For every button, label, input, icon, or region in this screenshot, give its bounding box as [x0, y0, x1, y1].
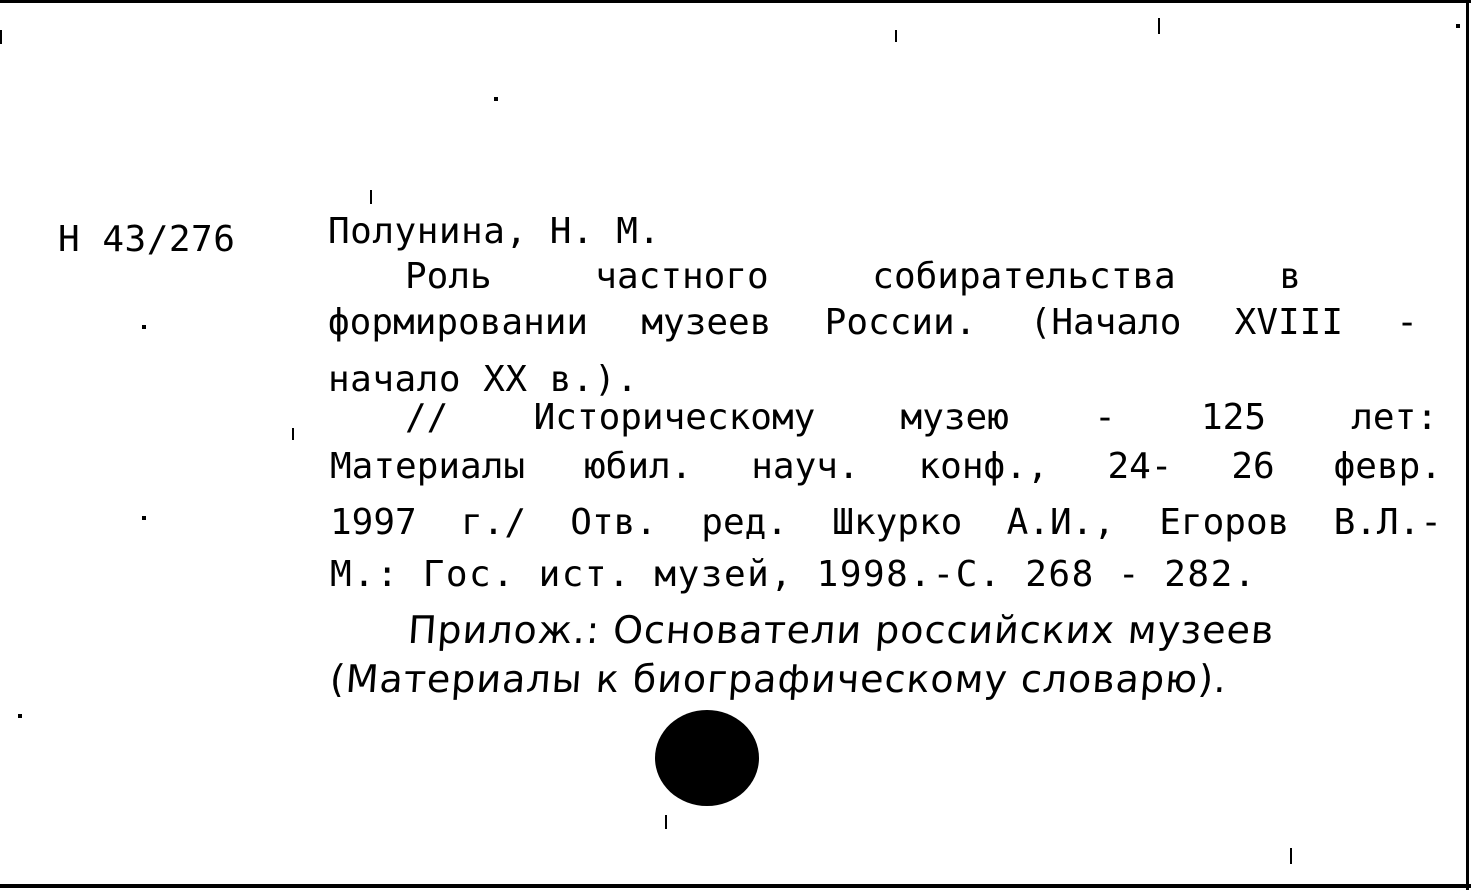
- title-word: Роль: [405, 256, 492, 297]
- source-word: ред.: [701, 502, 788, 543]
- title-line-3: начало XX в.).: [328, 359, 639, 400]
- source-word: Шкурко: [832, 502, 963, 543]
- title-word: музеев: [641, 302, 772, 343]
- source-word: 125: [1201, 397, 1267, 438]
- source-word: Егоров: [1159, 502, 1290, 543]
- source-word: юбил.: [583, 446, 693, 487]
- scan-mark: [370, 190, 372, 204]
- source-word: -: [1094, 397, 1116, 438]
- title-word: -: [1396, 302, 1418, 343]
- title-word: России.: [824, 302, 977, 343]
- source-line-1: [405, 397, 1438, 438]
- source-word: 26: [1231, 446, 1275, 487]
- source-word: музею: [900, 397, 1009, 438]
- title-word: частного: [595, 256, 769, 297]
- scan-speck: [142, 325, 146, 329]
- title-line-2: [328, 302, 1418, 343]
- source-line-2: [330, 446, 1442, 487]
- source-word: г./: [460, 502, 527, 543]
- source-word: А.И.,: [1006, 502, 1115, 543]
- scan-mark: [665, 815, 667, 829]
- scan-speck: [1456, 24, 1460, 28]
- card-top-border: [0, 0, 1471, 3]
- title-word: собирательства: [872, 256, 1176, 297]
- call-number: Н 43/276: [58, 219, 236, 260]
- scan-mark: [1158, 18, 1160, 34]
- source-line-3: [330, 502, 1442, 543]
- scan-speck: [18, 714, 22, 718]
- source-line-4: М.: Гос. ист. музей, 1998.-С. 268 - 282.: [330, 554, 1257, 595]
- source-word: лет:: [1351, 397, 1438, 438]
- source-word: науч.: [751, 446, 860, 487]
- source-word: Отв.: [570, 502, 657, 543]
- scan-mark: [0, 30, 2, 44]
- scan-mark: [895, 30, 897, 42]
- punch-hole: [655, 710, 759, 806]
- card-bottom-border: [0, 884, 1471, 888]
- handwritten-note-line-2: (Материалы к биографическому словарю).: [328, 657, 1229, 701]
- source-word: 1997: [330, 502, 417, 543]
- title-line-1: [405, 256, 1301, 297]
- source-word: //: [405, 397, 449, 438]
- scan-speck: [142, 516, 146, 520]
- card-right-border: [1466, 0, 1469, 890]
- scan-mark: [292, 428, 294, 440]
- source-word: Историческому: [533, 397, 816, 438]
- source-word: февр.: [1333, 446, 1442, 487]
- title-word: XVIII: [1234, 302, 1344, 343]
- title-word: в: [1279, 256, 1301, 297]
- title-word: формировании: [328, 302, 589, 343]
- scan-speck: [494, 97, 498, 101]
- source-word: 24-: [1107, 446, 1173, 487]
- source-word: В.Л.-: [1333, 502, 1442, 543]
- author-heading: Полунина, Н. М.: [328, 211, 661, 252]
- source-word: конф.,: [918, 446, 1049, 487]
- scan-mark: [1290, 848, 1292, 864]
- source-word: Материалы: [330, 446, 526, 487]
- title-word: (Начало: [1029, 302, 1182, 343]
- handwritten-note-line-1: Прилож.: Основатели российских музеев: [406, 608, 1276, 652]
